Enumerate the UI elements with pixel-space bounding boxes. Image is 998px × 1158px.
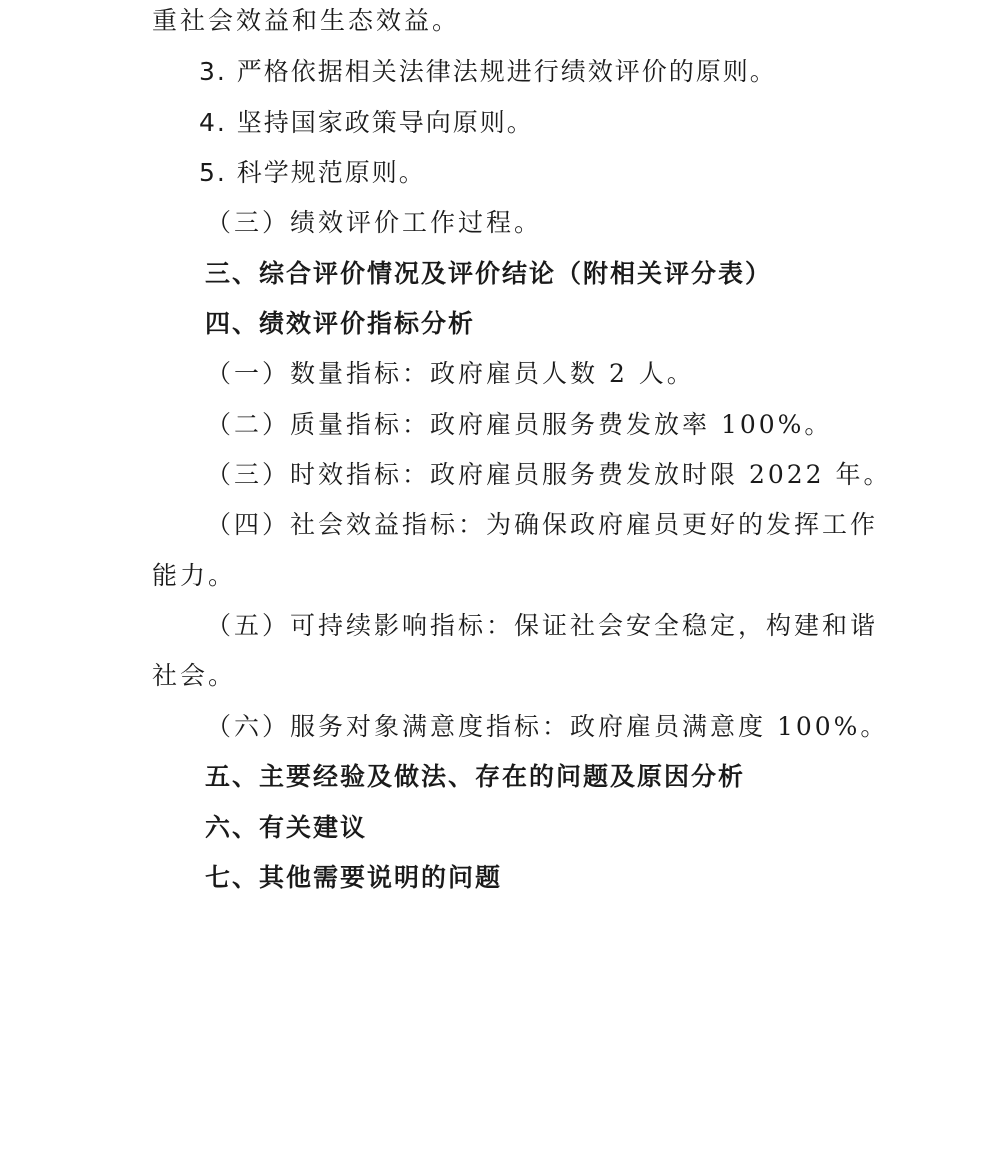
list-item-5: 5. 科学规范原则。 — [199, 158, 426, 187]
paragraph-continuation: 重社会效益和生态效益。 — [152, 6, 461, 35]
section-heading-7: 七、其他需要说明的问题 — [205, 863, 503, 892]
section-heading-5: 五、主要经验及做法、存在的问题及原因分析 — [205, 762, 746, 791]
section-heading-4: 四、绩效评价指标分析 — [205, 309, 476, 338]
list-item-4: 4. 坚持国家政策导向原则。 — [199, 108, 534, 137]
indicator-social-benefit-continuation: 能力。 — [152, 561, 237, 590]
indicator-timeliness: （三）时效指标：政府雇员服务费发放时限 2022 年。 — [206, 460, 892, 489]
section-heading-6: 六、有关建议 — [205, 813, 368, 842]
indicator-satisfaction: （六）服务对象满意度指标：政府雇员满意度 100%。 — [206, 712, 889, 741]
indicator-quality: （二）质量指标：政府雇员服务费发放率 100%。 — [206, 410, 833, 439]
section-heading-3: 三、综合评价情况及评价结论（附相关评分表） — [205, 259, 773, 288]
indicator-sustainability: （五）可持续影响指标：保证社会安全稳定，构建和谐 — [206, 611, 879, 640]
indicator-sustainability-continuation: 社会。 — [152, 661, 237, 690]
indicator-quantity: （一）数量指标：政府雇员人数 2 人。 — [206, 359, 695, 388]
indicator-social-benefit: （四）社会效益指标：为确保政府雇员更好的发挥工作 — [206, 510, 879, 539]
list-item-3: 3. 严格依据相关法律法规进行绩效评价的原则。 — [199, 57, 777, 86]
subsection-heading: （三）绩效评价工作过程。 — [206, 208, 543, 237]
